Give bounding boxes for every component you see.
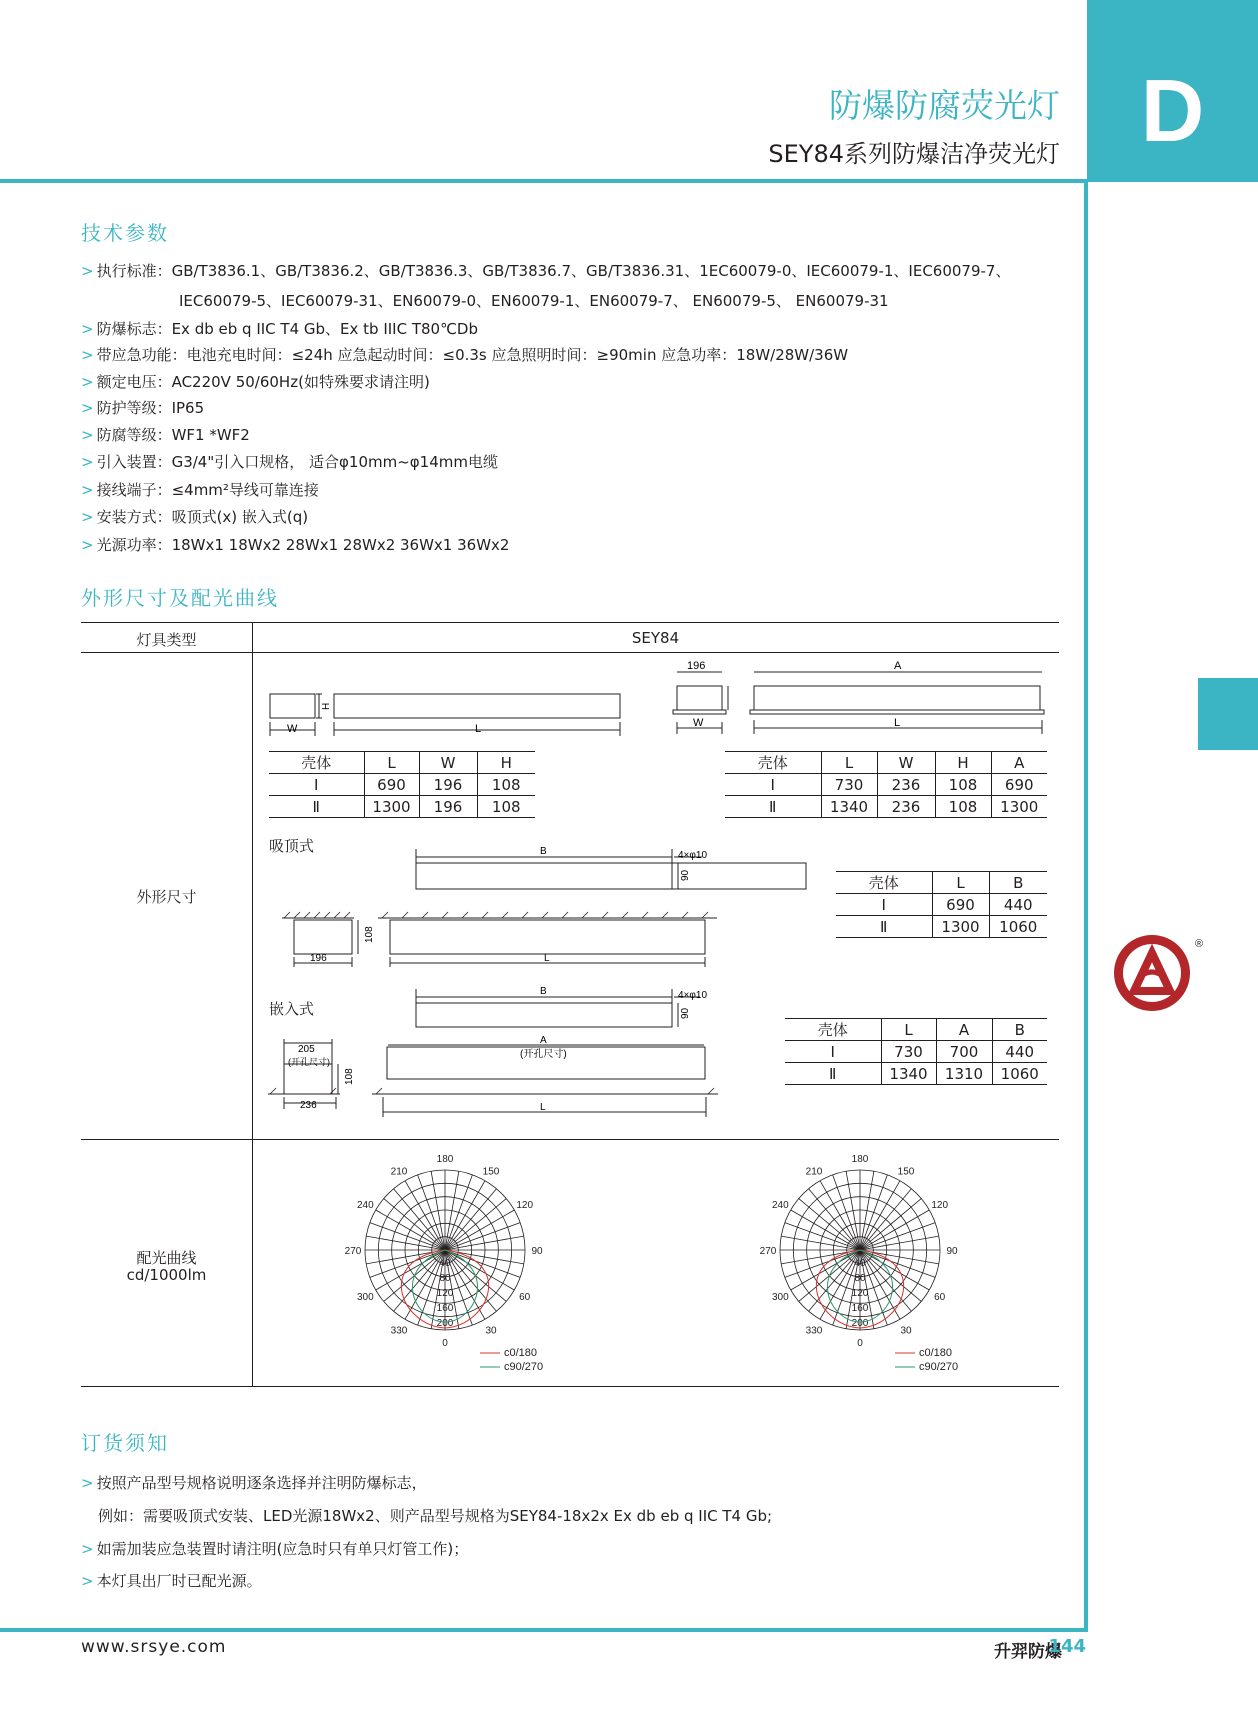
legend-label: c90/270	[919, 1361, 959, 1373]
svg-text:A: A	[894, 660, 902, 672]
table-top-rule	[81, 622, 1059, 623]
order-line: > 本灯具出厂时已配光源。	[81, 1572, 262, 1590]
spec-line-cont: IEC60079-5、IEC60079-31、EN60079-0、EN60079-1、EN60079-7、 EN60079-5、 EN60079-31	[179, 292, 889, 310]
svg-text:W: W	[287, 723, 298, 735]
polar-angle-label: 300	[356, 1292, 374, 1303]
svg-text:108: 108	[364, 926, 375, 943]
col-type-header: 灯具类型	[136, 631, 197, 649]
polar-ring-label: 160	[436, 1303, 454, 1314]
polar-ring-label: 80	[439, 1273, 451, 1284]
brand-logo	[1112, 933, 1202, 1023]
footer-brand: 升羿防爆	[994, 1642, 1062, 1662]
polar-angle-label: 150	[897, 1166, 915, 1178]
tech-section-title: 技术参数	[81, 221, 169, 245]
recessed-mount-label: 嵌入式	[269, 1000, 315, 1018]
ceiling-mount-drawing	[282, 845, 722, 967]
table-bottom-rule	[81, 1386, 1059, 1387]
polar-ring-label: 120	[851, 1288, 869, 1299]
polar-angle-label: 0	[857, 1338, 863, 1349]
spec-line: > 安装方式：吸顶式(x) 嵌入式(q)	[81, 508, 309, 526]
polar-angle-label: 0	[442, 1338, 448, 1349]
recessed-mount-drawing	[268, 985, 718, 1120]
dim-table-1: 壳体 L W H Ⅰ 690 196 108 Ⅱ 1300 196 108	[269, 751, 535, 818]
spec-line: > 防护等级：IP65	[81, 399, 205, 417]
table-mid-rule	[81, 1139, 1059, 1140]
polar-angle-label: 150	[482, 1166, 500, 1178]
polar-angle-label: 60	[934, 1292, 946, 1303]
spec-line: > 接线端子：≤4mm²导线可靠连接	[81, 481, 319, 499]
svg-text:196: 196	[687, 660, 706, 672]
svg-text:90: 90	[680, 1007, 691, 1019]
spec-line: > 防腐等级：WF1 *WF2	[81, 426, 250, 444]
dim-table-2: 壳体 L W H A Ⅰ 730 236 108 690 Ⅱ 1340 236 108 1300	[725, 751, 1047, 818]
table-header-rule	[81, 652, 1059, 653]
svg-text:W: W	[693, 717, 704, 729]
polar-angle-label: 240	[771, 1200, 789, 1211]
polar-angle-label: 330	[805, 1325, 823, 1337]
svg-text:L: L	[544, 953, 550, 964]
row-dim-label: 外形尺寸	[136, 888, 197, 906]
page-subtitle: SEY84系列防爆洁净荧光灯	[768, 140, 1060, 168]
order-line: > 按照产品型号规格说明逐条选择并注明防爆标志，	[81, 1474, 427, 1492]
spec-line: > 带应急功能：电池充电时间：≤24h 应急起动时间：≤0.3s 应急照明时间：≥90min 应急功率：18W/28W/36W	[81, 346, 849, 364]
polar-angle-label: 330	[390, 1325, 408, 1337]
polar-chart-1	[330, 1150, 560, 1380]
svg-text:(开孔尺寸): (开孔尺寸)	[520, 1049, 567, 1060]
row-curve-unit: cd/1000lm	[126, 1266, 207, 1284]
polar-ring-label: 120	[436, 1288, 454, 1299]
polar-angle-label: 120	[931, 1200, 949, 1211]
section-letter: D	[1140, 61, 1205, 160]
spec-line: > 引入装置：G3/4"引入口规格， 适合φ10mm~φ14mm电缆	[81, 453, 498, 471]
order-line: > 如需加装应急装置时请注明(应急时只有单只灯管工作)；	[81, 1540, 469, 1558]
svg-text:(开孔尺寸): (开孔尺寸)	[288, 1057, 330, 1067]
svg-text:L: L	[540, 1102, 546, 1113]
polar-ring-label: 160	[851, 1303, 869, 1314]
polar-angle-label: 30	[900, 1325, 912, 1337]
table-col-divider	[252, 622, 253, 1386]
polar-angle-label: 90	[531, 1246, 543, 1257]
polar-angle-label: 270	[344, 1246, 362, 1257]
polar-angle-label: 270	[759, 1246, 777, 1257]
page-title: 防爆防腐荧光灯	[829, 86, 1060, 125]
polar-angle-label: 30	[485, 1325, 497, 1337]
polar-ring-label: 0	[442, 1246, 448, 1257]
polar-angle-label: 60	[519, 1292, 531, 1303]
dim-table-4: 壳体 L A B Ⅰ 730 700 440 Ⅱ 1340 1310 1060	[785, 1018, 1047, 1085]
legend-label: c90/270	[504, 1361, 544, 1373]
polar-angle-label: 120	[516, 1200, 534, 1211]
svg-text:108: 108	[344, 1068, 355, 1085]
registered-mark: ®	[1195, 938, 1204, 950]
row-curve-label: 配光曲线	[136, 1249, 197, 1267]
svg-text:B: B	[540, 846, 547, 857]
page-number: 144	[1048, 1636, 1086, 1657]
svg-text:4×φ10: 4×φ10	[678, 990, 708, 1001]
svg-text:90: 90	[680, 869, 691, 881]
svg-text:H: H	[321, 702, 332, 710]
header-divider	[0, 179, 1087, 183]
dims-section-title: 外形尺寸及配光曲线	[81, 586, 279, 610]
order-section-title: 订货须知	[81, 1431, 169, 1455]
polar-angle-label: 210	[805, 1166, 823, 1178]
polar-ring-label: 200	[851, 1318, 869, 1329]
legend-label: c0/180	[504, 1347, 538, 1359]
footer-url[interactable]: www.srsye.com	[81, 1637, 227, 1657]
polar-angle-label: 240	[356, 1200, 374, 1211]
polar-angle-label: 300	[771, 1292, 789, 1303]
svg-text:205: 205	[298, 1044, 315, 1055]
polar-angle-label: 90	[946, 1246, 958, 1257]
svg-text:196: 196	[310, 953, 327, 964]
polar-angle-label: 210	[390, 1166, 408, 1178]
svg-text:L: L	[475, 723, 482, 735]
svg-text:4×φ10: 4×φ10	[678, 850, 708, 861]
polar-angle-label: 180	[851, 1154, 869, 1165]
svg-text:L: L	[894, 717, 901, 729]
dim-table-3: 壳体 L B Ⅰ 690 440 Ⅱ 1300 1060	[836, 871, 1047, 938]
polar-ring-label: 40	[854, 1258, 866, 1269]
polar-ring-label: 80	[854, 1273, 866, 1284]
polar-ring-label: 40	[439, 1258, 451, 1269]
fixture-drawing-2	[672, 662, 1052, 737]
model-header: SEY84	[631, 629, 680, 647]
spec-line: > 防爆标志：Ex db eb q IIC T4 Gb、Ex tb IIIC T80℃Db	[81, 320, 479, 338]
polar-ring-label: 0	[857, 1246, 863, 1257]
svg-text:A: A	[540, 1035, 547, 1046]
legend-label: c0/180	[919, 1347, 953, 1359]
polar-ring-label: 200	[436, 1318, 454, 1329]
footer-divider	[0, 1628, 1088, 1632]
fixture-drawing-1	[265, 662, 635, 737]
order-example: 例如：需要吸顶式安装、LED光源18Wx2、则产品型号规格为SEY84-18x2x Ex db eb q IIC T4 Gb;	[98, 1507, 773, 1525]
spec-line: > 执行标准：GB/T3836.1、GB/T3836.2、GB/T3836.3、GB/T3836.7、GB/T3836.31、1EC60079-0、IEC60079-1、IEC60079-7、	[81, 262, 1011, 280]
svg-text:236: 236	[300, 1100, 317, 1111]
spec-line: > 光源功率：18Wx1 18Wx2 28Wx1 28Wx2 36Wx1 36Wx2	[81, 536, 510, 554]
spec-line: > 额定电压：AC220V 50/60Hz(如特殊要求请注明)	[81, 373, 430, 391]
side-tab-marker	[1198, 678, 1258, 750]
svg-text:B: B	[540, 986, 547, 997]
right-border-line	[1084, 179, 1088, 1632]
polar-angle-label: 180	[436, 1154, 454, 1165]
ceiling-mount-label: 吸顶式	[269, 837, 315, 855]
polar-chart-2	[745, 1150, 975, 1380]
